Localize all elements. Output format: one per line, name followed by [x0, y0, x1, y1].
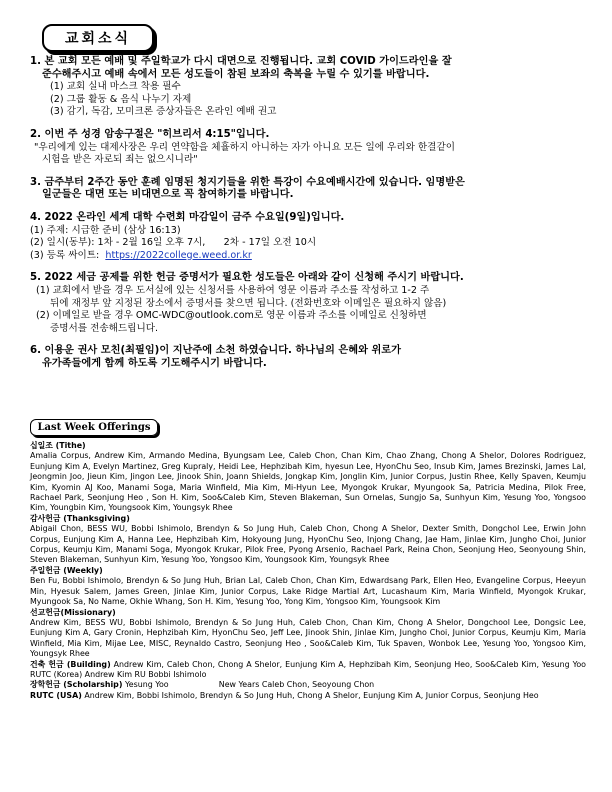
announcement-5 [30, 272, 590, 335]
offering-category-names: Yesung Yoo New Years Caleb Chon, Seoyoung Chon [124, 680, 375, 690]
announcement-6 [30, 345, 590, 370]
offering-category-names: Andrew Kim, Bobbi Ishimolo, Brendyn & So Jung Huh, Chong A Shelor, Eunjung Kim A, Junior Corpus, Seonjung Heo [84, 690, 539, 700]
register-line [30, 250, 590, 263]
offering-category [30, 514, 586, 566]
offering-category-names: Abigail Chon, BESS WU, Bobbi Ishimolo, Brendyn & So Jung Huh, Caleb Chon, Chong A Shelor, Dexter Smith, Dongchol Lee, Erwin John Corpus, Eunjung Kim A, Hanna Lee, Hephzibah Kim, Hokyoung Jung, HyonChu Seo, Injong Chang, Jae Ham, Jinlae Kim, Jungho Choi, Junior Corpus, Keumju Kim, Manami Soga, Myongok Krukar, Pilok Free, Pyong Arsenio, Rachael Park, Reina Chon, Seonjung Heo, Seonyoung Shin, Steven Blakeman, Sunhyun Kim, Yesung Yoo, Yongsoo Kim, Youngsook Kim, Youngsyk Rhee [30, 524, 586, 565]
offerings-list [30, 441, 607, 701]
announcement-1 [30, 56, 590, 119]
offerings-title: Last Week Offerings [37, 422, 151, 433]
announcement-heading-cont: 유가족들에게 함께 하도록 기도해주시기 바랍니다. [42, 357, 267, 369]
offering-category [30, 441, 586, 514]
announcement-item: (1) 교회에서 받을 경우 도서실에 있는 신청서를 사용하여 영문 이름과 주소를 작성하고 1-2 주 [36, 284, 430, 296]
offering-category-label: RUTC (USA) [30, 690, 82, 700]
announcement-item: 증명서를 전송해드립니다. [50, 322, 159, 334]
register-label: (3) 등록 싸이트: [30, 249, 106, 261]
announcement-item: (2) 일시(동부): 1차 - 2월 16일 오후 7시, 2차 - 17일 오전 10시 [30, 237, 317, 249]
offering-category-names: Andrew Kim, Caleb Chon, Chong A Shelor, Eunjung Kim A, Hephzibah Kim, Seonjung Heo, Soo&Caleb Kim, Yesung Yoo RUTC (Korea) Andrew Kim RU Bobbi Ishimolo [30, 659, 607, 679]
offering-category-label: 주일헌금 (Weekly) [30, 565, 103, 575]
offering-category-label: 장학헌금 (Scholarship) [30, 680, 123, 690]
memory-verse-line: 시험을 받은 자로되 죄는 없으시니라" [42, 154, 198, 166]
announcement-heading: 4. 2022 온라인 세계 대학 수련회 마감일이 금주 수요일(9일)입니다. [30, 211, 345, 223]
offering-category [30, 566, 586, 608]
offering-category [30, 608, 586, 660]
announcements-section [30, 56, 590, 380]
announcement-heading-cont: 준수해주시고 예배 속에서 모든 성도들이 참된 보좌의 축복을 누릴 수 있기를 바랍니다. [42, 68, 430, 80]
announcement-item: (1) 주제: 시급한 준비 (삼상 16:13) [30, 224, 181, 236]
announcement-2 [30, 129, 590, 167]
memory-verse-line: "우리에게 있는 대제사장은 우리 연약함을 체휼하지 아니하는 자가 아니요 모든 일에 우리와 한결같이 [34, 141, 455, 153]
announcement-heading: 3. 금주부터 2주간 동안 훈례 임명된 청지기들을 위한 특강이 수요예배시간에 있습니다. 임명받은 [30, 176, 465, 188]
offering-category-label: 선교헌금(Missionary) [30, 607, 116, 617]
offering-category-names: Ben Fu, Bobbi Ishimolo, Brendyn & So Jung Huh, Brian Lal, Caleb Chon, Chan Kim, Edwardsang Park, Ellen Heo, Evangeline Corpus, Heeyun Min, Hyesuk Salem, James Green, Jinlae Kim, Junior Corpus, Lake Ridge Martial Art, Lucashaum Kim, Maria Winfield, Myongok Krukar, Myungook Sa, No Name, Okhie Whang, Son H. Kim, Yesung Yoo, Yong Kim, Yongsoo Kim, Youngsook Kim [30, 576, 586, 607]
announcement-item: (2) 이메일로 받을 경우 OMC-WDC@outlook.com로 영문 이름과 주소를 이메일로 신청하면 [36, 310, 427, 322]
page-title-box [42, 24, 154, 52]
announcement-item: 뒤에 재정부 앞 지정된 장소에서 증명서를 찾으면 됩니다. (전화번호와 이메일은 필요하지 않음) [50, 297, 447, 309]
announcement-4 [30, 212, 590, 262]
announcement-heading-cont: 일군들은 대면 또는 비대면으로 꼭 참여하기를 바랍니다. [42, 189, 294, 201]
offering-category-label: 건축 헌금 (Building) [30, 659, 111, 669]
offering-category-names: Andrew Kim, BESS WU, Bobbi Ishimolo, Brendyn & So Jung Huh, Caleb Chon, Chan Kim, Chong A Shelor, Dongchool Lee, Dongsic Lee, Eunjung Kim A, Gary Cronin, Hephzibah Kim, HyonChu Seo, Jeff Lee, Jinook Shin, Jinlae Kim, Jungho Choi, Junior Corpus, Keumju Kim, Maria Winfield, Mia Kim, Mijae Lee, MISC, Reynaldo Castro, Seonjung Heo , Soo&Caleb Kim, Tuk Spaven, Wonbok Lee, Yesung Yoo, Yongsoo Kim, Youngsyk Rhee [30, 617, 586, 659]
offering-category [30, 680, 586, 690]
announcement-item: (2) 그룹 활동 & 음식 나누기 자제 [50, 93, 192, 105]
announcement-3 [30, 177, 590, 202]
offerings-title-box [30, 419, 158, 436]
page-title: 교회소식 [64, 31, 132, 47]
announcement-heading: 1. 본 교회 모든 예배 및 주일학교가 다시 대면으로 진행됩니다. 교회 COVID 가이드라인을 잘 [30, 56, 452, 67]
announcement-heading: 2. 이번 주 성경 암송구절은 "히브리서 4:15"입니다. [30, 128, 270, 140]
register-link[interactable]: https://2022college.weed.or.kr [105, 249, 252, 261]
offering-category-label: 감사헌금 (Thanksgiving) [30, 513, 130, 523]
announcement-item: (1) 교회 실내 마스크 착용 필수 [50, 81, 181, 93]
offering-category-names: Amalia Corpus, Andrew Kim, Armando Medina, Byungsam Lee, Caleb Chon, Chan Kim, Chao Zhang, Chong A Shelor, Dolores Rodriguez, Eunjung Kim A, Evelyn Martinez, Greg Kupraly, Heidi Lee, Hephzibah Kim, hyesun Lee, HyonChu Seo, Insub Kim, James Brezinski, James Lal, Jeongmin Joo, Jieun Kim, Jingon Lee, Jinook Shin, Joann Shields, Jongkap Kim, Jonglin Kim, Junior Corpus, Justin Rhee, Kelly Spaven, Keumju Kim, Kyomin AJ Koo, Manami Soga, Maria Winfield, Mia Kim, Mi-Hyun Lee, Myongok Krukar, Myungook Sa, Patricia Medina, Pilok Free, Rachael Park, Seonjung Heo , Son H. Kim, Soo&Caleb Kim, Steven Blakeman, Sun Ornelas, Sungjo Sa, Sunhyun Kim, Yesung Yoo, Yongsoo Kim, Youngbin Kim, Youngsook Kim, Youngsyk Rhee [30, 451, 586, 513]
offering-category-label: 십일조 (Tithe) [30, 441, 86, 450]
announcement-heading: 5. 2022 세금 공제를 위한 헌금 증명서가 필요한 성도들은 아래와 같이 신청해 주시기 바랍니다. [30, 272, 464, 284]
offering-category [30, 659, 607, 681]
offering-category [30, 691, 586, 701]
announcement-heading: 6. 이용운 권사 모친(최필임)이 지난주에 소천 하였습니다. 하나님의 은혜와 위로가 [30, 345, 401, 357]
announcement-item: (3) 감기, 독감, 모미크론 증상자들은 온라인 예배 권고 [50, 106, 277, 118]
